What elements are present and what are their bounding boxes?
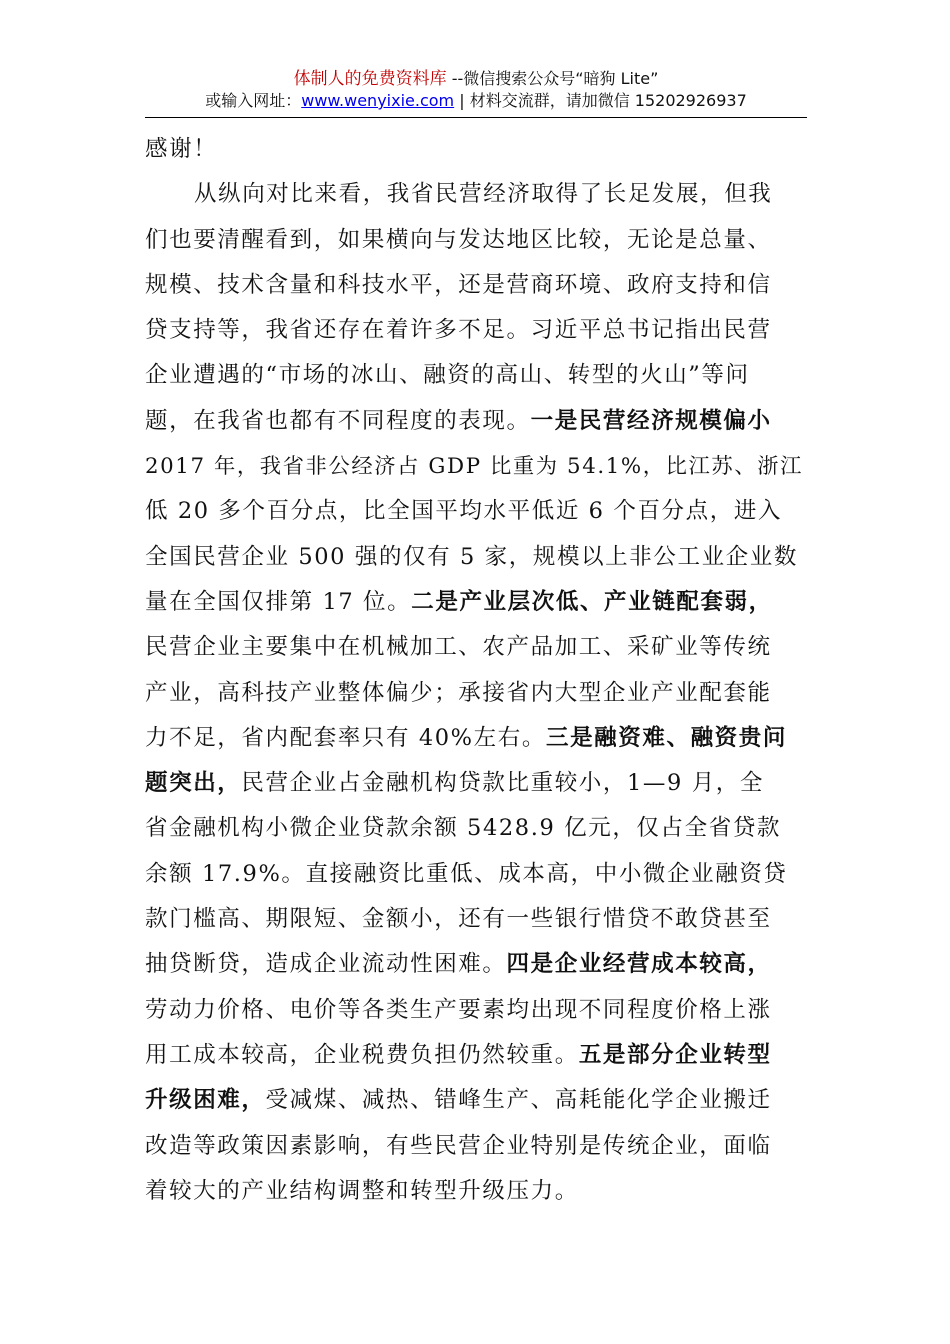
text-line xyxy=(145,399,807,444)
text-segment: 题，在我省也都有不同程度的表现。 xyxy=(145,407,531,434)
header-divider xyxy=(145,117,807,118)
text-line xyxy=(145,716,807,761)
text-segment: 感谢！ xyxy=(145,136,218,162)
text-line xyxy=(145,761,807,806)
header-contact-line xyxy=(145,90,807,112)
bold-heading-segment: 升级困难， xyxy=(145,1087,266,1114)
text-line xyxy=(145,942,807,987)
text-segment: 低 20 多个百分点，比全国平均水平低近 6 个百分点，进入 xyxy=(145,498,783,525)
text-line xyxy=(145,1033,807,1078)
bold-heading-segment: 五是部分企业转型 xyxy=(578,1041,772,1068)
text-segment: 从纵向对比来看，我省民营经济取得了长足发展，但我 xyxy=(194,181,773,208)
website-link[interactable]: www.wenyixie.com xyxy=(301,91,455,110)
text-line xyxy=(145,1124,807,1169)
page-header xyxy=(145,68,807,112)
text-segment: 们也要清醒看到，如果横向与发达地区比较，无论是总量、 xyxy=(145,226,772,253)
bold-heading-segment: 四是企业经营成本较高， xyxy=(506,951,772,978)
text-line xyxy=(145,127,807,172)
bold-heading-segment: 三是融资难、融资贵问 xyxy=(545,724,787,751)
text-line xyxy=(145,580,807,625)
text-line xyxy=(145,988,807,1033)
bold-heading-segment: 题突出， xyxy=(145,770,242,797)
text-line xyxy=(145,625,807,670)
text-line xyxy=(145,535,807,580)
header-tagline: --微信搜索公众号“暗狗 Lite” xyxy=(446,69,659,88)
text-segment: 企业遭遇的“市场的冰山、融资的高山、转型的火山”等问 xyxy=(145,362,750,389)
brand-name: 体制人的免费资料库 xyxy=(293,69,447,89)
text-segment: 省金融机构小微企业贷款余额 5428.9 亿元，仅占全省贷款 xyxy=(145,815,782,842)
text-segment: 全国民营企业 500 强的仅有 5 家，规模以上非公工业企业数 xyxy=(145,543,798,570)
text-segment: 民营企业主要集中在机械加工、农产品加工、采矿业等传统 xyxy=(145,634,772,661)
text-segment: 劳动力价格、电价等各类生产要素均出现不同程度价格上涨 xyxy=(145,996,772,1023)
text-segment: 规模、技术含量和科技水平，还是营商环境、政府支持和信 xyxy=(145,271,772,298)
bold-heading-segment: 二是产业层次低、产业链配套弱， xyxy=(411,588,773,615)
text-line xyxy=(145,218,807,263)
text-segment: 用工成本较高，企业税费负担仍然较重。 xyxy=(145,1041,579,1068)
text-line xyxy=(145,1078,807,1123)
bold-heading-segment: 一是民营经济规模偏小 xyxy=(530,407,772,434)
text-line xyxy=(145,671,807,716)
text-line xyxy=(145,308,807,353)
contact-info: | 材料交流群，请加微信 15202926937 xyxy=(454,91,747,110)
text-segment: 抽贷断贷，造成企业流动性困难。 xyxy=(145,951,507,978)
text-segment: 余额 17.9%。直接融资比重低、成本高，中小微企业融资贷 xyxy=(145,860,788,887)
text-segment: 产业，高科技产业整体偏少；承接省内大型企业产业配套能 xyxy=(145,679,772,706)
text-segment: 力不足，省内配套率只有 40%左右。 xyxy=(145,724,546,751)
url-prefix: 或输入网址： xyxy=(205,91,302,110)
document-body xyxy=(145,127,807,1214)
text-line xyxy=(145,489,807,534)
text-line xyxy=(145,852,807,897)
text-line xyxy=(145,172,807,217)
text-line xyxy=(145,897,807,942)
text-segment: 2017 年，我省非公经济占 GDP 比重为 54.1%，比江苏、浙江 xyxy=(145,454,803,480)
text-segment: 款门槛高、期限短、金额小，还有一些银行惜贷不敢贷甚至 xyxy=(145,906,772,933)
text-segment: 着较大的产业结构调整和转型升级压力。 xyxy=(145,1177,579,1204)
text-line xyxy=(145,263,807,308)
text-segment: 受减煤、减热、错峰生产、高耗能化学企业搬迁 xyxy=(265,1087,772,1114)
text-line xyxy=(145,444,807,489)
text-segment: 量在全国仅排第 17 位。 xyxy=(145,588,412,615)
text-line xyxy=(145,353,807,398)
text-segment: 改造等政策因素影响，有些民营企业特别是传统企业，面临 xyxy=(145,1132,772,1159)
text-line xyxy=(145,1169,807,1214)
text-segment: 贷支持等，我省还存在着许多不足。习近平总书记指出民营 xyxy=(145,317,772,344)
header-title-line xyxy=(145,68,807,90)
text-segment: 民营企业占金融机构贷款比重较小，1—9 月，全 xyxy=(241,770,764,797)
text-line xyxy=(145,806,807,851)
